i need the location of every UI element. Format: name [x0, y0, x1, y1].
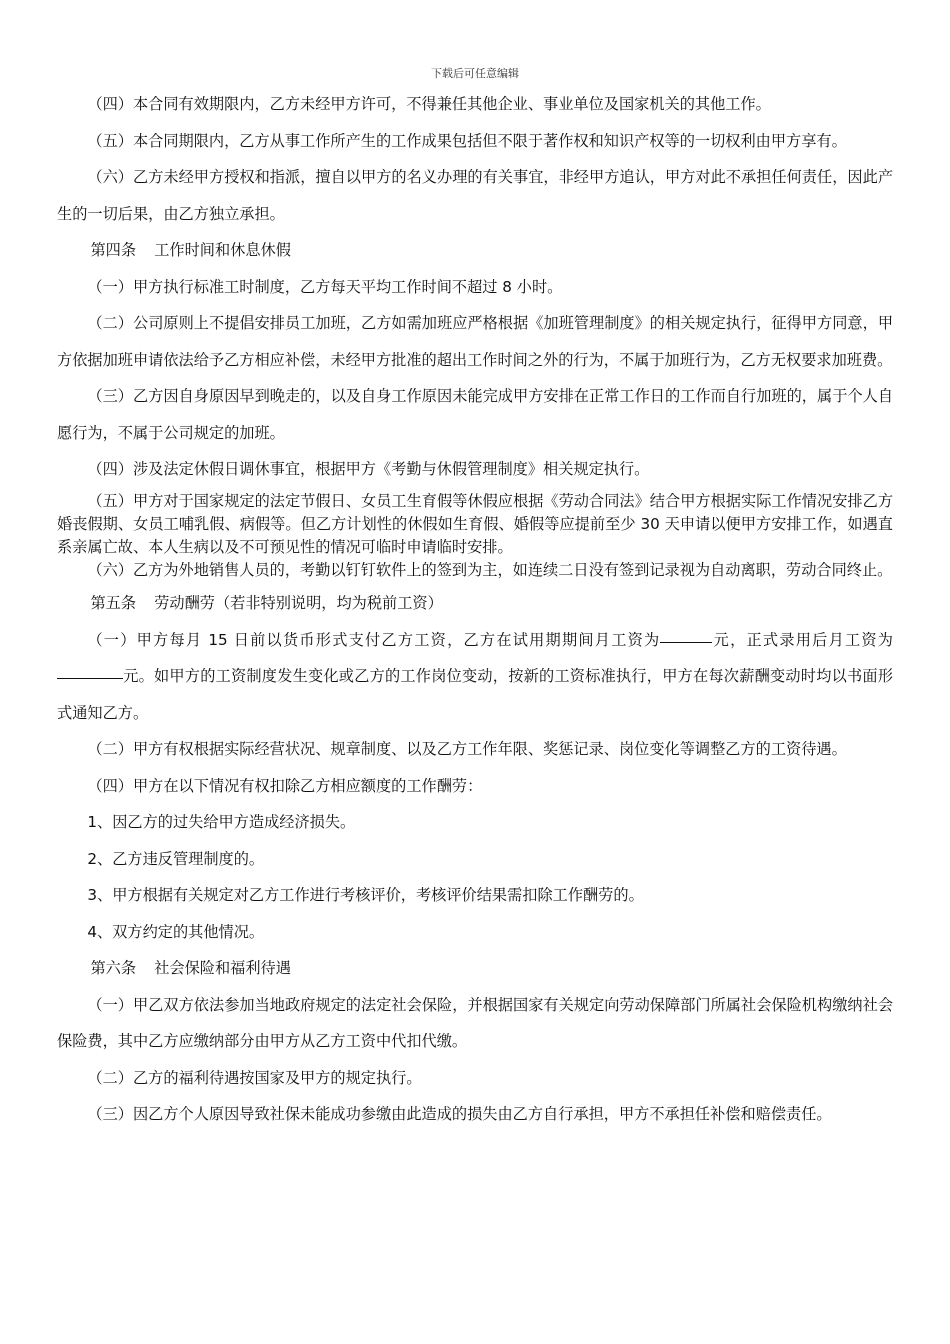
list-item: 3、甲方根据有关规定对乙方工作进行考核评价，考核评价结果需扣除工作酬劳的。: [87, 886, 644, 904]
salary-blank-probation: [660, 626, 712, 642]
article-number: 第五条: [90, 593, 136, 612]
article-title: 社会保险和福利待遇: [154, 959, 291, 977]
clause-paragraph: （四）涉及法定休假日调休事宜，根据甲方《考勤与休假管理制度》相关规定执行。: [87, 460, 650, 478]
article-number: 第六条: [90, 959, 136, 977]
article-heading: [57, 590, 893, 616]
article-title: 劳动酬劳（若非特别说明，均为税前工资）: [154, 593, 443, 612]
clause-paragraph: （三）乙方因自身原因早到晚走的，以及自身工作原因未能完成甲方安排在正常工作日的工作而自行加班的，属于个人自愿行为，不属于公司规定的加班。: [57, 387, 893, 442]
salary-blank-regular: [57, 663, 123, 679]
article-heading: [57, 950, 893, 987]
list-item: 1、因乙方的过失给甲方造成经济损失。: [87, 813, 356, 831]
clause-paragraph: （一）甲乙双方依法参加当地政府规定的法定社会保险，并根据国家有关规定向劳动保障部门所属社会保险机构缴纳社会保险费，其中乙方应缴纳部分由甲方从乙方工资中代扣代缴。: [57, 995, 893, 1050]
clause-paragraph: （五）本合同期限内，乙方从事工作所产生的工作成果包括但不限于著作权和知识产权等的一切权利由甲方享有。: [87, 131, 847, 150]
clause-paragraph: （六）乙方未经甲方授权和指派，擅自以甲方的名义办理的有关事宜，非经甲方追认，甲方对此不承担任何责任，因此产生的一切后果，由乙方独立承担。: [57, 168, 893, 223]
clause-paragraph: （六）乙方为外地销售人员的，考勤以钉钉软件上的签到为主，如连续二日没有签到记录视为自动离职，劳动合同终止。: [87, 560, 893, 579]
clause-paragraph: （四）甲方在以下情况有权扣除乙方相应额度的工作酬劳：: [87, 776, 483, 795]
clause-paragraph: （五）甲方对于国家规定的法定节假日、女员工生育假等休假应根据《劳动合同法》结合甲方根据实际工作情况安排乙方婚丧假期、女员工哺乳假、病假等。但乙方计划性的休假如生育假、婚假等应提前至少 30 天申请以便甲方安排工作，如遇直系亲属亡故、本人生病以及不可预见性的情况可临时申请临时安排。: [57, 491, 893, 556]
article-heading: [57, 232, 893, 269]
article-number: 第四条: [90, 241, 136, 259]
list-item: 2、乙方违反管理制度的。: [87, 849, 265, 868]
clause-paragraph: （二）公司原则上不提倡安排员工加班，乙方如需加班应严格根据《加班管理制度》的相关规定执行，征得甲方同意，甲方依据加班申请依法给予乙方相应补偿，未经甲方批准的超出工作时间之外的行为，不属于加班行为，乙方无权要求加班费。: [57, 314, 893, 369]
clause-paragraph: （一）甲方每月 15 日前以货币形式支付乙方工资，乙方在试用期期间月工资为 元，正式录用后月工资为元。如甲方的工资制度发生变化或乙方的工作岗位变动，按新的工资标准执行，甲方在每次薪酬变动时均以书面形式通知乙方。: [57, 622, 893, 732]
clause-paragraph: （二）乙方的福利待遇按国家及甲方的规定执行。: [87, 1068, 422, 1087]
clause-paragraph: （四）本合同有效期限内，乙方未经甲方许可，不得兼任其他企业、事业单位及国家机关的其他工作。: [87, 95, 771, 113]
list-item: 4、双方约定的其他情况。: [87, 922, 265, 941]
page-header: 下载后可任意编辑: [431, 67, 519, 80]
clause-paragraph: （二）甲方有权根据实际经营状况、规章制度、以及乙方工作年限、奖惩记录、岗位变化等调整乙方的工资待遇。: [87, 740, 847, 758]
clause-paragraph: （一）甲方执行标准工时制度，乙方每天平均工作时间不超过 8 小时。: [87, 277, 563, 296]
clause-paragraph: （三）因乙方个人原因导致社保未能成功参缴由此造成的损失由乙方自行承担，甲方不承担任补偿和赔偿责任。: [87, 1105, 832, 1123]
article-title: 工作时间和休息休假: [154, 241, 291, 259]
document-body: [57, 86, 893, 1133]
